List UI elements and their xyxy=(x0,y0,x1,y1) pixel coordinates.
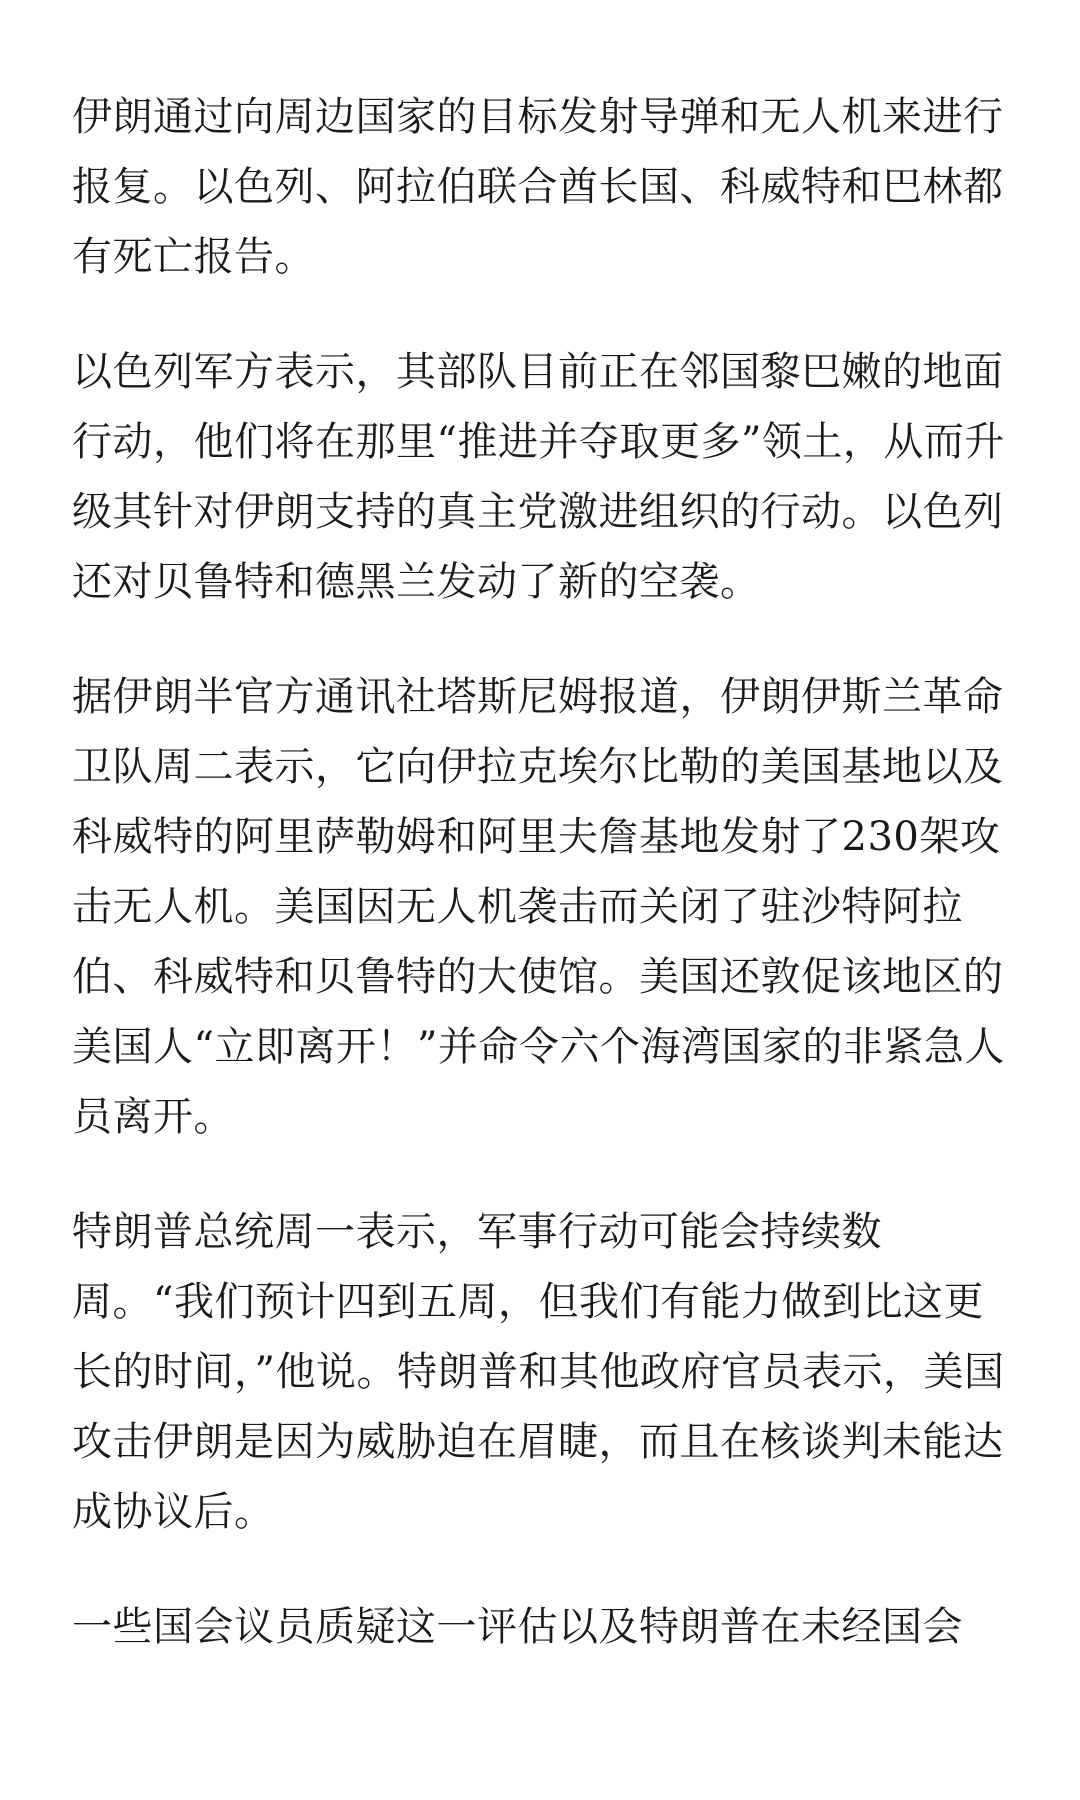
article-paragraph: 特朗普总统周一表示，军事行动可能会持续数周。“我们预计四到五周，但我们有能力做到比这更长的时间，”他说。特朗普和其他政府官员表示，美国攻击伊朗是因为威胁迫在眉睫，而且在核谈判未能达成协议后。 xyxy=(72,1209,1005,1535)
article-body xyxy=(72,82,1008,1707)
article-paragraph: 以色列军方表示，其部队目前正在邻国黎巴嫩的地面行动，他们将在那里“推进并夺取更多”领土，从而升级其针对伊朗支持的真主党激进组织的行动。以色列还对贝鲁特和德黑兰发动了新的空袭。 xyxy=(72,349,1005,605)
article-paragraph: 据伊朗半官方通讯社塔斯尼姆报道，伊朗伊斯兰革命卫队周二表示，它向伊拉克埃尔比勒的美国基地以及科威特的阿里萨勒姆和阿里夫詹基地发射了230架攻击无人机。美国因无人机袭击而关闭了驻沙特阿拉伯、科威特和贝鲁特的大使馆。美国还敦促该地区的美国人“立即离开！”并命令六个海湾国家的非紧急人员离开。 xyxy=(72,674,1005,1140)
article-paragraph: 伊朗通过向周边国家的目标发射导弹和无人机来进行报复。以色列、阿拉伯联合酋长国、科威特和巴林都有死亡报告。 xyxy=(72,94,1004,280)
article-paragraph: 一些国会议员质疑这一评估以及特朗普在未经国会 xyxy=(72,1604,963,1650)
